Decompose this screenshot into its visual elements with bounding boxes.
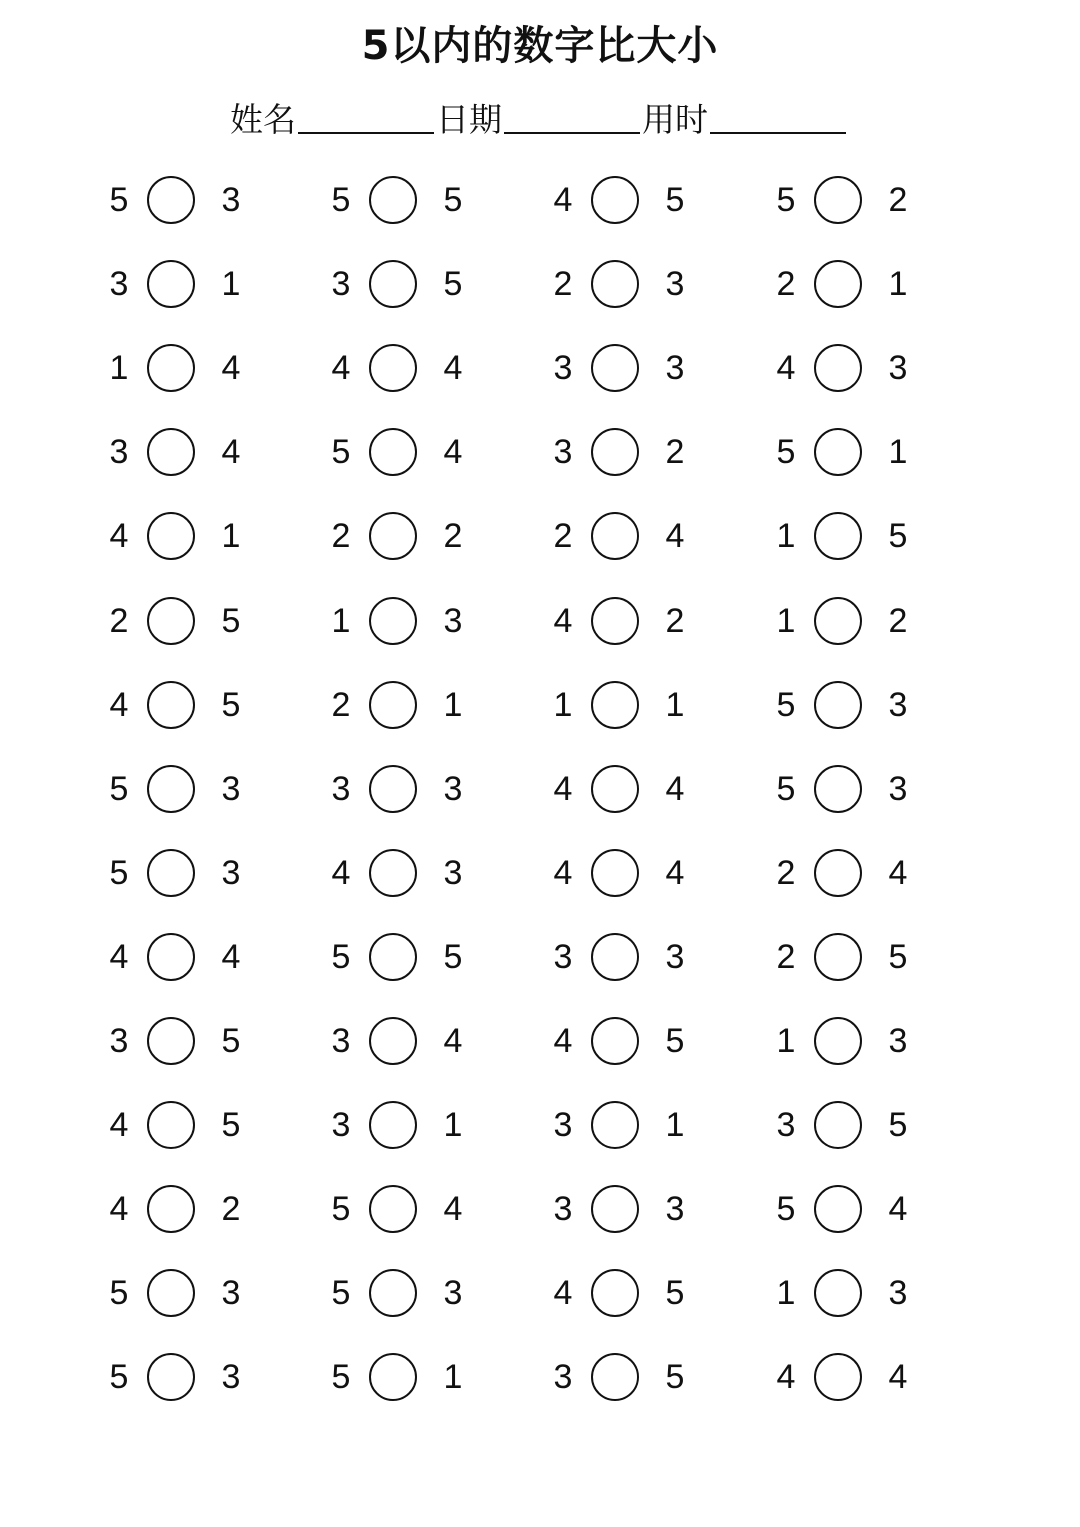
right-number: 3 — [221, 181, 241, 219]
answer-circle[interactable] — [147, 260, 195, 308]
answer-circle[interactable] — [591, 344, 639, 392]
answer-circle[interactable] — [814, 428, 862, 476]
left-number: 1 — [553, 686, 573, 724]
left-number: 2 — [331, 686, 351, 724]
right-number: 3 — [888, 1022, 908, 1060]
right-number: 3 — [665, 265, 685, 303]
right-number: 1 — [443, 1106, 463, 1144]
left-number: 5 — [776, 1190, 796, 1228]
answer-circle[interactable] — [147, 1353, 195, 1401]
answer-circle[interactable] — [147, 1017, 195, 1065]
right-number: 3 — [443, 854, 463, 892]
left-number: 5 — [109, 854, 129, 892]
left-number: 5 — [331, 1190, 351, 1228]
answer-circle[interactable] — [369, 260, 417, 308]
right-number: 5 — [665, 1022, 685, 1060]
left-number: 2 — [331, 517, 351, 555]
right-number: 3 — [443, 770, 463, 808]
left-number: 4 — [553, 1274, 573, 1312]
right-number: 2 — [665, 433, 685, 471]
left-number: 5 — [109, 770, 129, 808]
answer-circle[interactable] — [591, 849, 639, 897]
right-number: 5 — [888, 1106, 908, 1144]
answer-circle[interactable] — [147, 344, 195, 392]
right-number: 5 — [443, 265, 463, 303]
right-number: 5 — [221, 686, 241, 724]
left-number: 5 — [109, 1274, 129, 1312]
right-number: 4 — [221, 433, 241, 471]
left-number: 4 — [109, 938, 129, 976]
answer-circle[interactable] — [147, 681, 195, 729]
right-number: 2 — [221, 1190, 241, 1228]
answer-circle[interactable] — [814, 1269, 862, 1317]
right-number: 4 — [443, 349, 463, 387]
answer-circle[interactable] — [814, 344, 862, 392]
answer-circle[interactable] — [369, 1017, 417, 1065]
right-number: 3 — [221, 770, 241, 808]
left-number: 1 — [331, 602, 351, 640]
right-number: 3 — [443, 602, 463, 640]
right-number: 5 — [665, 181, 685, 219]
right-number: 1 — [665, 686, 685, 724]
answer-circle[interactable] — [369, 849, 417, 897]
left-number: 4 — [331, 854, 351, 892]
right-number: 2 — [888, 181, 908, 219]
right-number: 5 — [665, 1358, 685, 1396]
right-number: 3 — [443, 1274, 463, 1312]
right-number: 3 — [888, 1274, 908, 1312]
time-label: 用时 — [642, 100, 708, 139]
answer-circle[interactable] — [591, 681, 639, 729]
left-number: 5 — [331, 1358, 351, 1396]
right-number: 1 — [443, 686, 463, 724]
answer-circle[interactable] — [369, 1353, 417, 1401]
left-number: 2 — [776, 854, 796, 892]
right-number: 3 — [665, 938, 685, 976]
left-number: 3 — [109, 265, 129, 303]
answer-circle[interactable] — [369, 1101, 417, 1149]
left-number: 4 — [553, 181, 573, 219]
answer-circle[interactable] — [591, 765, 639, 813]
right-number: 5 — [443, 938, 463, 976]
answer-circle[interactable] — [369, 681, 417, 729]
left-number: 2 — [109, 602, 129, 640]
answer-circle[interactable] — [147, 512, 195, 560]
answer-circle[interactable] — [147, 597, 195, 645]
right-number: 1 — [888, 265, 908, 303]
worksheet-title: 5以内的数字比大小 — [361, 23, 719, 69]
left-number: 3 — [331, 1022, 351, 1060]
answer-circle[interactable] — [369, 176, 417, 224]
answer-circle[interactable] — [591, 1185, 639, 1233]
answer-circle[interactable] — [591, 176, 639, 224]
left-number: 1 — [776, 1274, 796, 1312]
left-number: 3 — [109, 433, 129, 471]
left-number: 4 — [553, 770, 573, 808]
left-number: 2 — [553, 517, 573, 555]
answer-circle[interactable] — [814, 849, 862, 897]
right-number: 4 — [665, 770, 685, 808]
right-number: 1 — [665, 1106, 685, 1144]
answer-circle[interactable] — [147, 1185, 195, 1233]
left-number: 3 — [553, 349, 573, 387]
answer-circle[interactable] — [814, 176, 862, 224]
right-number: 3 — [665, 349, 685, 387]
left-number: 5 — [776, 770, 796, 808]
answer-circle[interactable] — [814, 260, 862, 308]
left-number: 3 — [776, 1106, 796, 1144]
right-number: 4 — [888, 1358, 908, 1396]
left-number: 4 — [331, 349, 351, 387]
date-label: 日期 — [436, 100, 502, 139]
left-number: 5 — [331, 1274, 351, 1312]
answer-circle[interactable] — [147, 428, 195, 476]
right-number: 5 — [888, 938, 908, 976]
right-number: 1 — [888, 433, 908, 471]
answer-circle[interactable] — [369, 1185, 417, 1233]
left-number: 5 — [109, 181, 129, 219]
right-number: 1 — [221, 517, 241, 555]
left-number: 3 — [553, 433, 573, 471]
answer-circle[interactable] — [814, 1353, 862, 1401]
answer-circle[interactable] — [814, 681, 862, 729]
right-number: 2 — [888, 602, 908, 640]
answer-circle[interactable] — [147, 1101, 195, 1149]
left-number: 5 — [776, 181, 796, 219]
left-number: 5 — [331, 433, 351, 471]
left-number: 4 — [553, 602, 573, 640]
left-number: 4 — [109, 517, 129, 555]
answer-circle[interactable] — [591, 260, 639, 308]
right-number: 4 — [888, 1190, 908, 1228]
answer-circle[interactable] — [147, 849, 195, 897]
left-number: 2 — [776, 265, 796, 303]
answer-circle[interactable] — [814, 1185, 862, 1233]
right-number: 3 — [665, 1190, 685, 1228]
answer-circle[interactable] — [147, 176, 195, 224]
answer-circle[interactable] — [369, 1269, 417, 1317]
left-number: 5 — [331, 938, 351, 976]
right-number: 5 — [221, 1022, 241, 1060]
right-number: 5 — [443, 181, 463, 219]
right-number: 5 — [221, 602, 241, 640]
answer-circle[interactable] — [591, 597, 639, 645]
left-number: 3 — [553, 1190, 573, 1228]
answer-circle[interactable] — [591, 1353, 639, 1401]
right-number: 3 — [221, 854, 241, 892]
left-number: 1 — [776, 602, 796, 640]
left-number: 3 — [553, 938, 573, 976]
answer-circle[interactable] — [369, 597, 417, 645]
right-number: 3 — [888, 349, 908, 387]
left-number: 4 — [553, 1022, 573, 1060]
left-number: 4 — [109, 1190, 129, 1228]
left-number: 4 — [109, 686, 129, 724]
answer-circle[interactable] — [369, 344, 417, 392]
answer-circle[interactable] — [814, 512, 862, 560]
right-number: 4 — [443, 1022, 463, 1060]
answer-circle[interactable] — [814, 1101, 862, 1149]
left-number: 5 — [776, 686, 796, 724]
left-number: 5 — [331, 181, 351, 219]
left-number: 4 — [776, 1358, 796, 1396]
right-number: 3 — [888, 686, 908, 724]
left-number: 3 — [109, 1022, 129, 1060]
left-number: 3 — [553, 1106, 573, 1144]
answer-circle[interactable] — [814, 765, 862, 813]
answer-circle[interactable] — [369, 428, 417, 476]
right-number: 4 — [221, 349, 241, 387]
left-number: 1 — [776, 1022, 796, 1060]
right-number: 1 — [221, 265, 241, 303]
left-number: 4 — [553, 854, 573, 892]
left-number: 2 — [553, 265, 573, 303]
right-number: 4 — [443, 433, 463, 471]
right-number: 5 — [888, 517, 908, 555]
right-number: 3 — [221, 1274, 241, 1312]
right-number: 1 — [443, 1358, 463, 1396]
right-number: 5 — [665, 1274, 685, 1312]
answer-circle[interactable] — [369, 933, 417, 981]
answer-circle[interactable] — [147, 765, 195, 813]
answer-circle[interactable] — [591, 428, 639, 476]
right-number: 4 — [665, 854, 685, 892]
left-number: 1 — [776, 517, 796, 555]
answer-circle[interactable] — [147, 933, 195, 981]
answer-circle[interactable] — [369, 765, 417, 813]
left-number: 3 — [331, 770, 351, 808]
answer-circle[interactable] — [814, 1017, 862, 1065]
answer-circle[interactable] — [591, 1269, 639, 1317]
right-number: 2 — [665, 602, 685, 640]
left-number: 2 — [776, 938, 796, 976]
left-number: 4 — [776, 349, 796, 387]
left-number: 4 — [109, 1106, 129, 1144]
answer-circle[interactable] — [814, 597, 862, 645]
right-number: 5 — [221, 1106, 241, 1144]
answer-circle[interactable] — [814, 933, 862, 981]
right-number: 2 — [443, 517, 463, 555]
answer-circle[interactable] — [591, 1101, 639, 1149]
right-number: 4 — [665, 517, 685, 555]
answer-circle[interactable] — [147, 1269, 195, 1317]
left-number: 5 — [776, 433, 796, 471]
right-number: 4 — [888, 854, 908, 892]
right-number: 4 — [221, 938, 241, 976]
left-number: 5 — [109, 1358, 129, 1396]
name-label: 姓名 — [230, 100, 296, 139]
answer-circle[interactable] — [591, 1017, 639, 1065]
left-number: 1 — [109, 349, 129, 387]
left-number: 3 — [331, 1106, 351, 1144]
right-number: 4 — [443, 1190, 463, 1228]
answer-circle[interactable] — [591, 933, 639, 981]
right-number: 3 — [221, 1358, 241, 1396]
left-number: 3 — [553, 1358, 573, 1396]
answer-circle[interactable] — [591, 512, 639, 560]
left-number: 3 — [331, 265, 351, 303]
answer-circle[interactable] — [369, 512, 417, 560]
right-number: 3 — [888, 770, 908, 808]
